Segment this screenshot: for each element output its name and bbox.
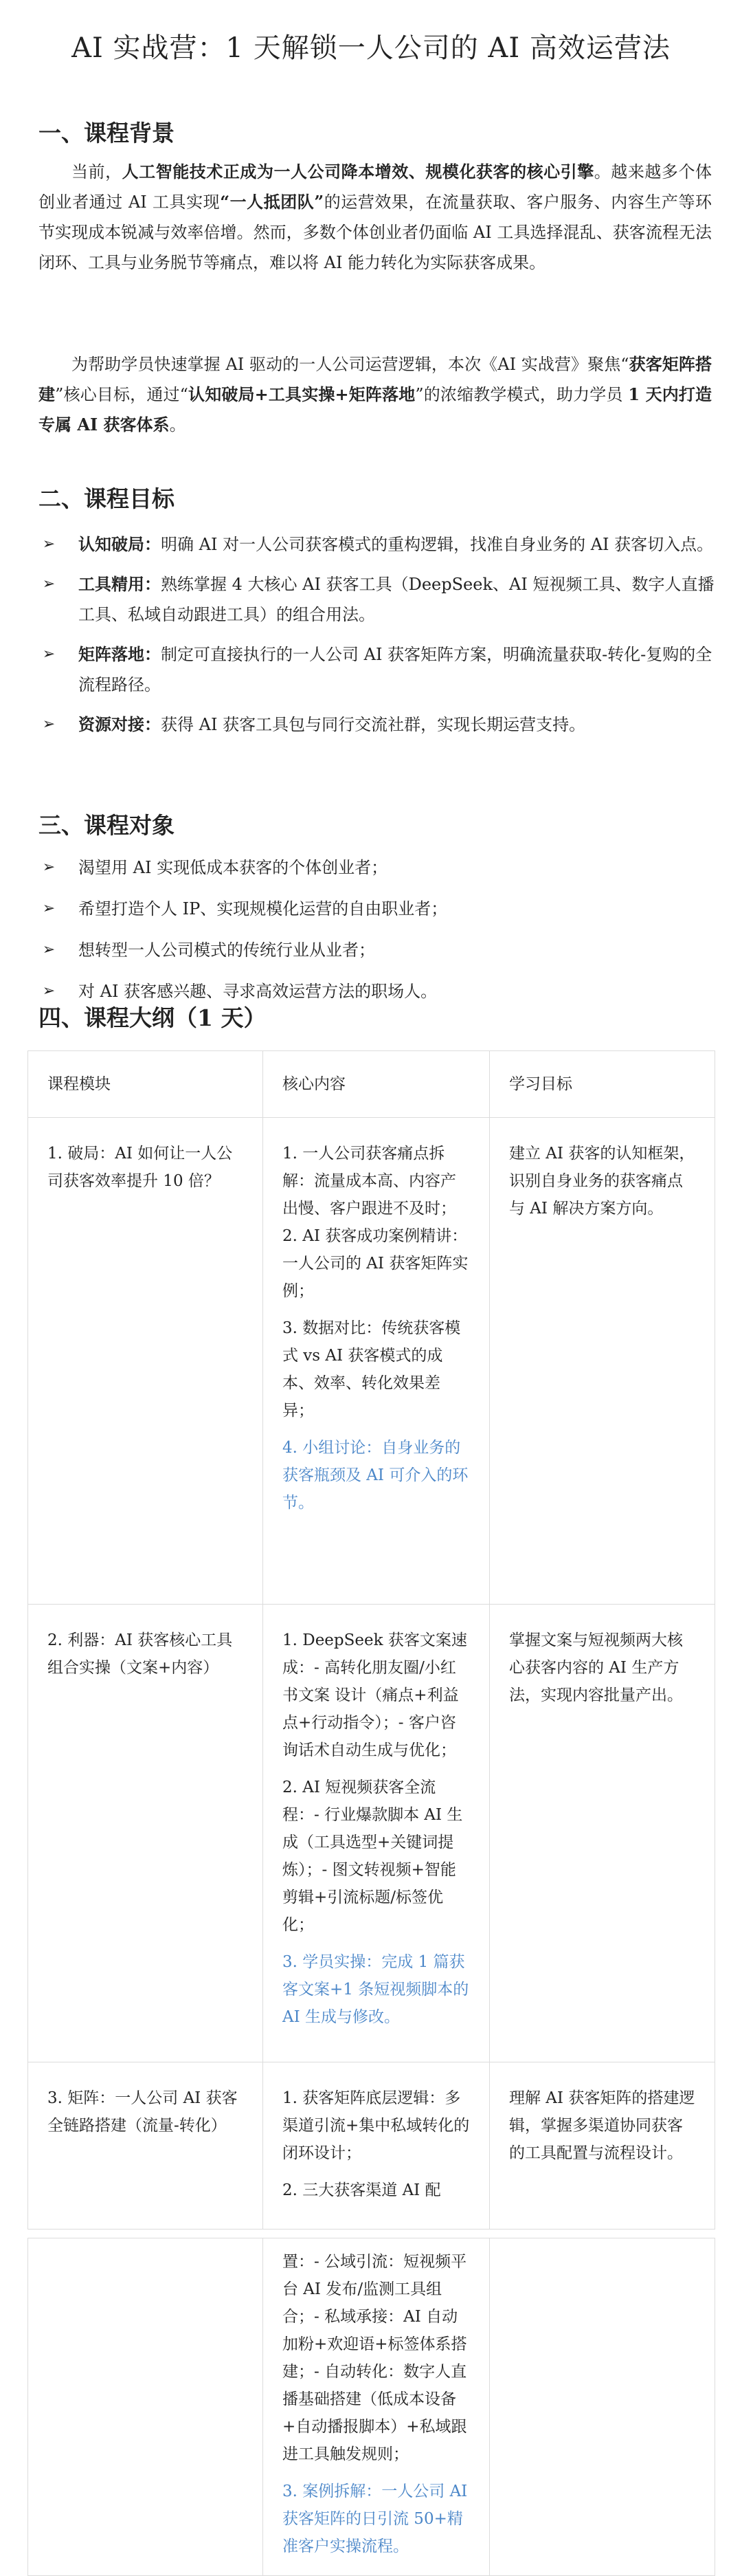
goals-list <box>38 529 719 749</box>
item-text: 对 AI 获客感兴趣、寻求高效运营方法的职场人。 <box>78 982 438 1001</box>
item-text: 明确 AI 对一人公司获客模式的重构逻辑，找准自身业务的 AI 获客切入点。 <box>161 535 714 554</box>
item-text: 获得 AI 获客工具包与同行交流社群，实现长期运营支持。 <box>161 715 586 734</box>
list-item <box>38 709 719 740</box>
list-item <box>38 529 719 560</box>
content-paragraph: 2. 三大获客渠道 AI 配 <box>282 2181 441 2199</box>
content-paragraph: 2. AI 短视频获客全流程：- 行业爆款脚本 AI 生成（工具选型+关键词提炼）；- 图文转视频+智能剪辑+引流标题/标签优化； <box>282 1779 463 1934</box>
text-run: 当前， <box>71 162 122 181</box>
item-lead: 认知破局： <box>78 534 161 554</box>
list-item <box>38 935 719 965</box>
bold-run: 认知破局+工具实操+矩阵落地 <box>188 384 416 404</box>
background-paragraph-1 <box>38 157 712 278</box>
content-paragraph: 1. 一人公司获客痛点拆解：流量成本高、内容产出慢、客户跟进不及时；2. AI 获客成功案例精讲：一人公司的 AI 获客矩阵实例； <box>282 1145 469 1300</box>
list-item <box>38 894 719 924</box>
item-lead: 资源对接： <box>78 714 161 734</box>
item-text: 渴望用 AI 实现低成本获客的个体创业者； <box>78 858 388 877</box>
arrow-bullet-icon: ➢ <box>42 536 56 553</box>
content-paragraph: 1. DeepSeek 获客文案速成：- 高转化朋友圈/小红书文案 设计（痛点+利益点+行动指令）；- 客户咨询话术自动生成与优化； <box>282 1631 467 1759</box>
document-title: AI 实战营：1 天解锁一人公司的 AI 高效运营法 <box>71 32 671 64</box>
table-row <box>28 2062 715 2230</box>
text-run: ”的浓缩教学模式，助力学员 <box>415 385 629 404</box>
bold-run: 1 天内打造专属 AI 获客体系 <box>38 384 712 434</box>
arrow-bullet-icon: ➢ <box>42 859 56 876</box>
content-cell <box>263 2238 490 2576</box>
table-row <box>28 2238 715 2576</box>
list-item <box>38 639 719 700</box>
item-text: 想转型一人公司模式的传统行业从业者； <box>78 940 375 960</box>
bold-run: 正成为一人公司降本增效、规模化获客的核心引擎 <box>223 162 594 181</box>
section-heading-background: 一、课程背景 <box>38 120 175 146</box>
audience-list <box>38 852 719 1017</box>
section-heading-outline: 四、课程大纲（1 天） <box>38 1004 267 1031</box>
goal-cell <box>490 2238 715 2576</box>
header-cell-content: 核心内容 <box>263 1051 490 1118</box>
content-highlight: 3. 学员实操：完成 1 篇获客文案+1 条短视频脚本的 AI 生成与修改。 <box>282 1953 469 2026</box>
item-text: 熟练掌握 4 大核心 AI 获客工具（DeepSeek、AI 短视频工具、数字人直播工具、私域自动跟进工具）的组合用法。 <box>78 575 715 624</box>
module-cell: 3. 矩阵：一人公司 AI 获客全链路搭建（流量-转化） <box>28 2062 263 2230</box>
content-cell <box>263 1118 490 1605</box>
content-paragraph: 置：- 公域引流：短视频平台 AI 发布/监测工具组合；- 私域承接：AI 自动加粉+欢迎语+标签体系搭建；- 自动转化：数字人直播基础搭建（低成本设备+自动播报脚本）+私域跟进工具触发规则； <box>282 2253 467 2463</box>
arrow-bullet-icon: ➢ <box>42 982 56 1000</box>
item-lead: 矩阵落地： <box>78 644 161 664</box>
text-run: 。 <box>169 415 186 434</box>
bold-run: 人工智能技术 <box>122 162 223 181</box>
section-heading-audience: 三、课程对象 <box>38 812 175 839</box>
item-text: 希望打造个人 IP、实现规模化运营的自由职业者； <box>78 899 448 918</box>
arrow-bullet-icon: ➢ <box>42 900 56 917</box>
goal-cell: 掌握文案与短视频两大核心获客内容的 AI 生产方法，实现内容批量产出。 <box>490 1605 715 2062</box>
arrow-bullet-icon: ➢ <box>42 646 56 663</box>
goal-cell: 建立 AI 获客的认知框架，识别自身业务的获客痛点与 AI 解决方案方向。 <box>490 1118 715 1605</box>
list-item <box>38 852 719 883</box>
arrow-bullet-icon: ➢ <box>42 716 56 733</box>
outline-table <box>27 1050 715 2230</box>
arrow-bullet-icon: ➢ <box>42 941 56 958</box>
arrow-bullet-icon: ➢ <box>42 575 56 593</box>
item-text: 制定可直接执行的一人公司 AI 获客矩阵方案，明确流量获取-转化-复购的全流程路径。 <box>78 645 712 694</box>
content-highlight: 3. 案例拆解：一人公司 AI 获客矩阵的日引流 50+精准客户实操流程。 <box>282 2483 468 2555</box>
module-cell: 2. 利器：AI 获客核心工具组合实操（文案+内容） <box>28 1605 263 2062</box>
module-cell: 1. 破局：AI 如何让一人公司获客效率提升 10 倍？ <box>28 1118 263 1605</box>
table-header-row <box>28 1051 715 1118</box>
background-paragraph-2 <box>38 349 712 440</box>
list-item <box>38 569 719 630</box>
module-cell <box>28 2238 263 2576</box>
content-highlight: 4. 小组讨论：自身业务的获客瓶颈及 AI 可介入的环节。 <box>282 1439 469 1512</box>
header-cell-module: 课程模块 <box>28 1051 263 1118</box>
content-cell <box>263 1605 490 2062</box>
bold-run: 获客矩阵搭建 <box>38 354 712 404</box>
content-paragraph: 1. 获客矩阵底层逻辑：多渠道引流+集中私域转化的闭环设计； <box>282 2089 470 2162</box>
goal-cell: 理解 AI 获客矩阵的搭建逻辑，掌握多渠道协同获客的工具配置与流程设计。 <box>490 2062 715 2230</box>
content-paragraph: 3. 数据对比：传统获客模式 vs AI 获客模式的成本、效率、转化效果差异； <box>282 1319 461 1420</box>
text-run: ”核心目标，通过“ <box>55 385 188 404</box>
content-cell <box>263 2062 490 2230</box>
header-cell-goal: 学习目标 <box>490 1051 715 1118</box>
item-lead: 工具精用： <box>78 574 161 594</box>
outline-table-continued <box>27 2238 715 2576</box>
bold-run: “一人抵团队” <box>220 192 324 212</box>
text-run: 的运营效果，在流量获取、客户服务、内容生产等环节实现成本锐减与效率倍增。然而，多数个体创业者仍面临 AI 工具选择混乱、获客流程无法闭环、工具与业务脱节等痛点，难以将 AI 能力转化为实际获客成果。 <box>38 192 712 272</box>
table-row <box>28 1118 715 1605</box>
section-heading-goals: 二、课程目标 <box>38 485 175 512</box>
text-run: 。越来越多个体创业者通过 AI 工具实现 <box>38 162 712 212</box>
table-row <box>28 1605 715 2062</box>
text-run: 为帮助学员快速掌握 AI 驱动的一人公司运营逻辑，本次《AI 实战营》聚焦“ <box>71 355 629 374</box>
